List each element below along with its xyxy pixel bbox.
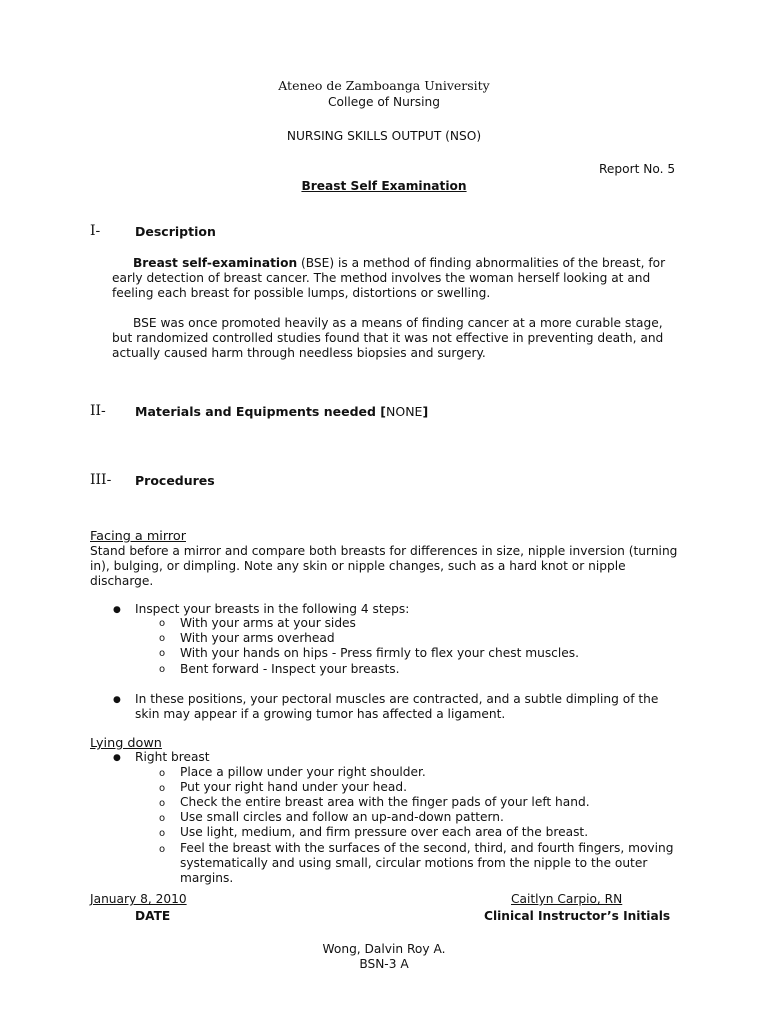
section-heading-description: Description bbox=[135, 224, 216, 239]
list-item: With your arms at your sides bbox=[180, 616, 356, 630]
list-item: Check the entire breast area with the finger pads of your left hand. bbox=[180, 795, 590, 809]
list-item: Put your right hand under your head. bbox=[180, 780, 407, 794]
section-numeral-1: I- bbox=[90, 223, 101, 239]
bullet-icon: ● bbox=[113, 605, 121, 615]
mirror-paragraph: Stand before a mirror and compare both breasts for differences in size, nipple inversion (turning in), bulging, or dimpling. Note any skin or nipple changes, such as a hard knot or nipple discharge. bbox=[90, 544, 678, 588]
date-value: January 8, 2010 bbox=[90, 892, 187, 906]
section-numeral-3: III- bbox=[90, 472, 112, 488]
section-heading-materials: Materials and Equipments needed [NONE] bbox=[135, 404, 429, 419]
sub-bullet-icon: o bbox=[159, 648, 166, 659]
list-item: With your hands on hips - Press firmly to flex your chest muscles. bbox=[180, 646, 579, 660]
student-name: Wong, Dalvin Roy A. bbox=[322, 942, 446, 956]
instructor-name: Caitlyn Carpio, RN bbox=[511, 892, 623, 906]
sub-bullet-icon: o bbox=[159, 828, 166, 839]
subheading-lying-down: Lying down bbox=[90, 736, 162, 751]
list-item: Right breast bbox=[135, 750, 210, 764]
university-name: Ateneo de Zamboanga University bbox=[278, 78, 490, 93]
instructor-label: Clinical Instructor’s Initials bbox=[484, 909, 671, 923]
sub-bullet-icon: o bbox=[159, 664, 166, 675]
description-paragraph-2: BSE was once promoted heavily as a means of finding cancer at a more curable stage, but randomized controlled studies found that it was not effective in preventing death, and actually caused harm through needless biopsies and surgery. bbox=[112, 316, 664, 360]
section-numeral-2: II- bbox=[90, 403, 106, 419]
sub-bullet-icon: o bbox=[159, 844, 166, 855]
sub-bullet-icon: o bbox=[159, 813, 166, 824]
sub-bullet-icon: o bbox=[159, 783, 166, 794]
student-section: BSN-3 A bbox=[359, 957, 409, 971]
list-item: With your arms overhead bbox=[180, 631, 335, 645]
list-item: Inspect your breasts in the following 4 steps: bbox=[135, 602, 410, 616]
date-label: DATE bbox=[135, 909, 171, 923]
bse-term: Breast self-examination bbox=[133, 256, 298, 270]
sub-bullet-icon: o bbox=[159, 633, 166, 644]
college-name: College of Nursing bbox=[327, 95, 440, 109]
bullet-icon: ● bbox=[113, 695, 121, 705]
subheading-facing-mirror: Facing a mirror bbox=[90, 529, 186, 544]
sub-bullet-icon: o bbox=[159, 768, 166, 779]
list-item: Place a pillow under your right shoulder. bbox=[180, 765, 426, 779]
list-item: Use small circles and follow an up-and-down pattern. bbox=[180, 810, 504, 824]
description-paragraph-1: Breast self-examination (BSE) is a method of finding abnormalities of the breast, for early detection of breast cancer. The method involves the woman herself looking at and feeling each breast for possible lumps, distortions or swelling. bbox=[112, 256, 666, 300]
list-item: Feel the breast with the surfaces of the second, third, and fourth fingers, moving systematically and using small, circular motions from the nipple to the outer margins. bbox=[180, 841, 674, 885]
sub-bullet-icon: o bbox=[159, 798, 166, 809]
list-item: In these positions, your pectoral muscles are contracted, and a subtle dimpling of the skin may appear if a growing tumor has affected a ligament. bbox=[135, 692, 659, 721]
report-number: Report No. 5 bbox=[599, 162, 676, 176]
bullet-icon: ● bbox=[113, 753, 121, 763]
document-title: Breast Self Examination bbox=[301, 179, 467, 193]
list-item: Use light, medium, and firm pressure over each area of the breast. bbox=[180, 825, 589, 839]
materials-none: NONE bbox=[386, 404, 423, 419]
sub-bullet-icon: o bbox=[159, 618, 166, 629]
program-name: NURSING SKILLS OUTPUT (NSO) bbox=[286, 129, 482, 143]
list-item: Bent forward - Inspect your breasts. bbox=[180, 662, 400, 676]
section-heading-procedures: Procedures bbox=[135, 473, 215, 488]
